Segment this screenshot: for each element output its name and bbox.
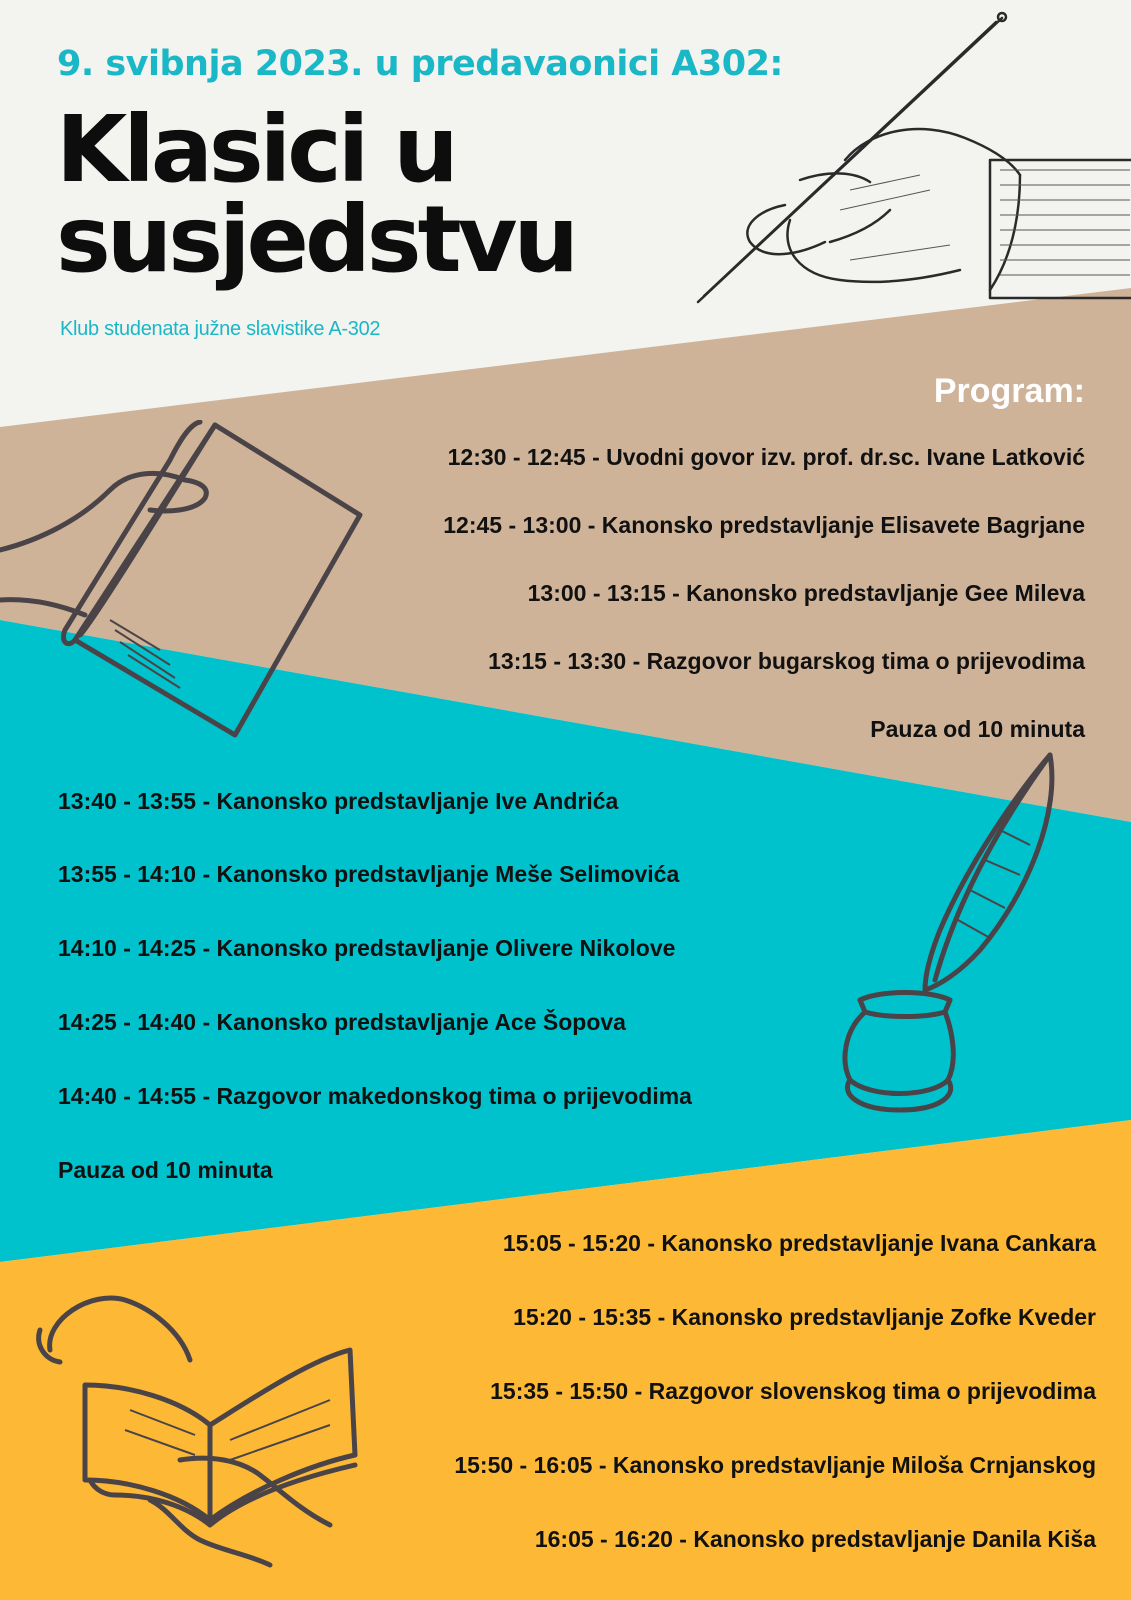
program-item: 15:50 - 16:05 - Kanonsko predstavljanje Miloša Crnjanskog xyxy=(454,1452,1096,1478)
organizer-subtitle: Klub studenata južne slavistike A-302 xyxy=(60,318,381,340)
program-item: 12:45 - 13:00 - Kanonsko predstavljanje Elisavete Bagrjane xyxy=(443,512,1085,538)
hand-holding-book-icon xyxy=(0,420,370,750)
program-item: 13:55 - 14:10 - Kanonsko predstavljanje Meše Selimovića xyxy=(58,861,680,887)
page-title xyxy=(56,96,576,293)
program-item: 13:00 - 13:15 - Kanonsko predstavljanje Gee Mileva xyxy=(527,580,1085,606)
program-item: 12:30 - 12:45 - Uvodni govor izv. prof. dr.sc. Ivane Latković xyxy=(447,444,1085,470)
quill-and-inkwell-icon xyxy=(840,750,1080,1120)
hand-writing-with-pen-icon xyxy=(690,10,1131,310)
program-item: 15:35 - 15:50 - Razgovor slovenskog tima o prijevodima xyxy=(490,1378,1096,1404)
program-item: 15:05 - 15:20 - Kanonsko predstavljanje Ivana Cankara xyxy=(502,1230,1096,1256)
hands-holding-open-book-icon xyxy=(30,1290,370,1570)
program-item: 13:15 - 13:30 - Razgovor bugarskog tima o prijevodima xyxy=(488,648,1085,674)
break-item: Pauza od 10 minuta xyxy=(870,716,1085,742)
program-item: 14:40 - 14:55 - Razgovor makedonskog tima o prijevodima xyxy=(58,1083,692,1109)
break-item: Pauza od 10 minuta xyxy=(58,1157,273,1183)
program-item: 16:05 - 16:20 - Kanonsko predstavljanje Danila Kiša xyxy=(534,1526,1096,1552)
title-line-2: susjedstvu xyxy=(56,186,576,293)
event-date-heading: 9. svibnja 2023. u predavaonici A302: xyxy=(57,44,783,84)
title-line-1: Klasici u xyxy=(56,96,455,203)
program-item: 15:20 - 15:35 - Kanonsko predstavljanje Zofke Kveder xyxy=(513,1304,1096,1330)
program-heading: Program: xyxy=(933,372,1085,410)
program-item: 14:25 - 14:40 - Kanonsko predstavljanje Ace Šopova xyxy=(58,1009,626,1035)
program-item: 13:40 - 13:55 - Kanonsko predstavljanje Ive Andrića xyxy=(58,788,619,814)
program-item: 14:10 - 14:25 - Kanonsko predstavljanje Olivere Nikolove xyxy=(58,935,676,961)
